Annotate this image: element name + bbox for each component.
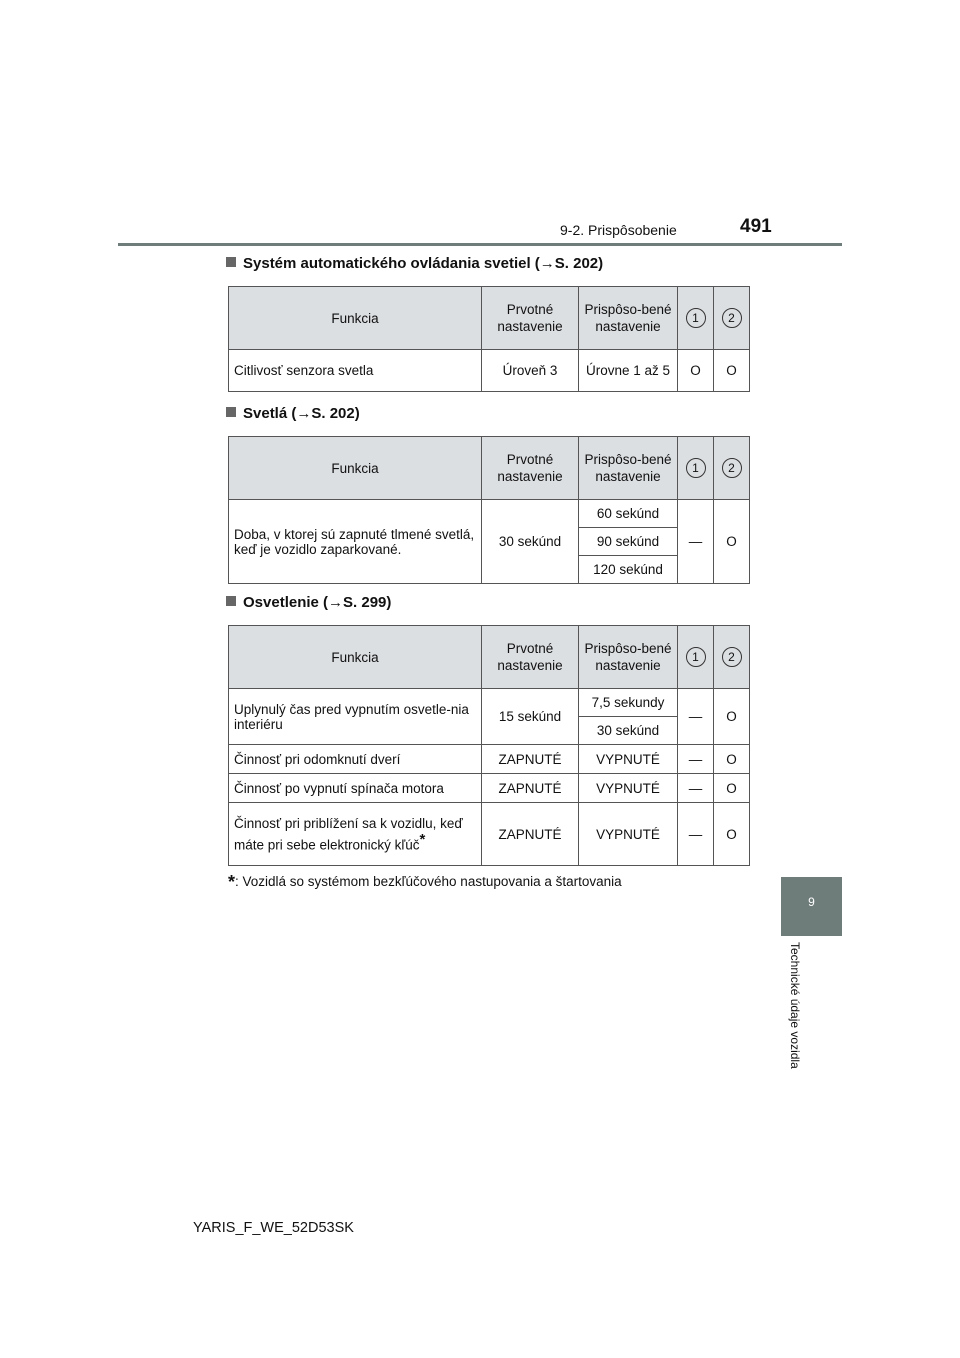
page-number: 491 (740, 216, 772, 237)
square-bullet-icon (226, 257, 236, 267)
table-interior-lighting (228, 625, 750, 866)
chapter-tab-label: Technické údaje vozidla (788, 942, 802, 1069)
chapter-tab: 9 (781, 877, 842, 936)
circled-2-icon: 2 (722, 308, 742, 328)
table-row: 90 sekúnd (229, 528, 750, 556)
section-heading-3: Osvetlenie (→S. 299) (226, 594, 391, 611)
table-header-row: Funkcia Prvotné nastavenie Prispôso-bené nastavenie 1 2 (229, 626, 750, 689)
col-default: Prvotné nastavenie (482, 287, 579, 350)
circled-2-icon: 2 (722, 458, 742, 478)
table-header-row: Funkcia Prvotné nastavenie Prispôso-bené nastavenie 1 2 (229, 437, 750, 500)
table-lights (228, 436, 750, 584)
table-row: Uplynulý čas pred vypnutím osvetle-nia interiéru 15 sekúnd 7,5 sekundy — O (229, 689, 750, 717)
table-row: Činnosť pri odomknutí dverí ZAPNUTÉ VYPNUTÉ — O (229, 745, 750, 774)
circled-2-icon: 2 (722, 647, 742, 667)
table-light-control (228, 286, 750, 392)
section-header: 9-2. Prispôsobenie (560, 222, 677, 238)
col-custom: Prispôso-bené nastavenie (579, 287, 678, 350)
footnote-marker: * (419, 830, 426, 848)
table-header-row (229, 287, 750, 350)
circled-1-icon: 1 (686, 458, 706, 478)
footnote: *: Vozidlá so systémom bezkľúčového nastupovania a štartovania (228, 872, 622, 892)
col-function: Funkcia (229, 287, 482, 350)
section-heading-2: Svetlá (→S. 202) (226, 405, 360, 422)
col-1 (678, 287, 714, 350)
col-2 (714, 287, 750, 350)
table-row: Citlivosť senzora svetla Úroveň 3 Úrovne 1 až 5 O O (229, 350, 750, 392)
circled-1-icon: 1 (686, 308, 706, 328)
section-heading-1: Systém automatického ovládania svetiel (→S. 202) (226, 255, 603, 272)
document-code: YARIS_F_WE_52D53SK (193, 1220, 354, 1236)
table-row: Činnosť po vypnutí spínača motora ZAPNUTÉ VYPNUTÉ — O (229, 774, 750, 803)
square-bullet-icon (226, 407, 236, 417)
table-row: Činnosť pri priblížení sa k vozidlu, keď máte pri sebe elektronický kľúč* ZAPNUTÉ VYPNUTÉ — O (229, 803, 750, 866)
table-row: 120 sekúnd (229, 556, 750, 584)
square-bullet-icon (226, 596, 236, 606)
header-rule (118, 243, 842, 246)
table-row: 30 sekúnd (229, 717, 750, 745)
table-row: Doba, v ktorej sú zapnuté tlmené svetlá, keď je vozidlo zaparkované. 30 sekúnd 60 sekúnd — O (229, 500, 750, 528)
circled-1-icon: 1 (686, 647, 706, 667)
